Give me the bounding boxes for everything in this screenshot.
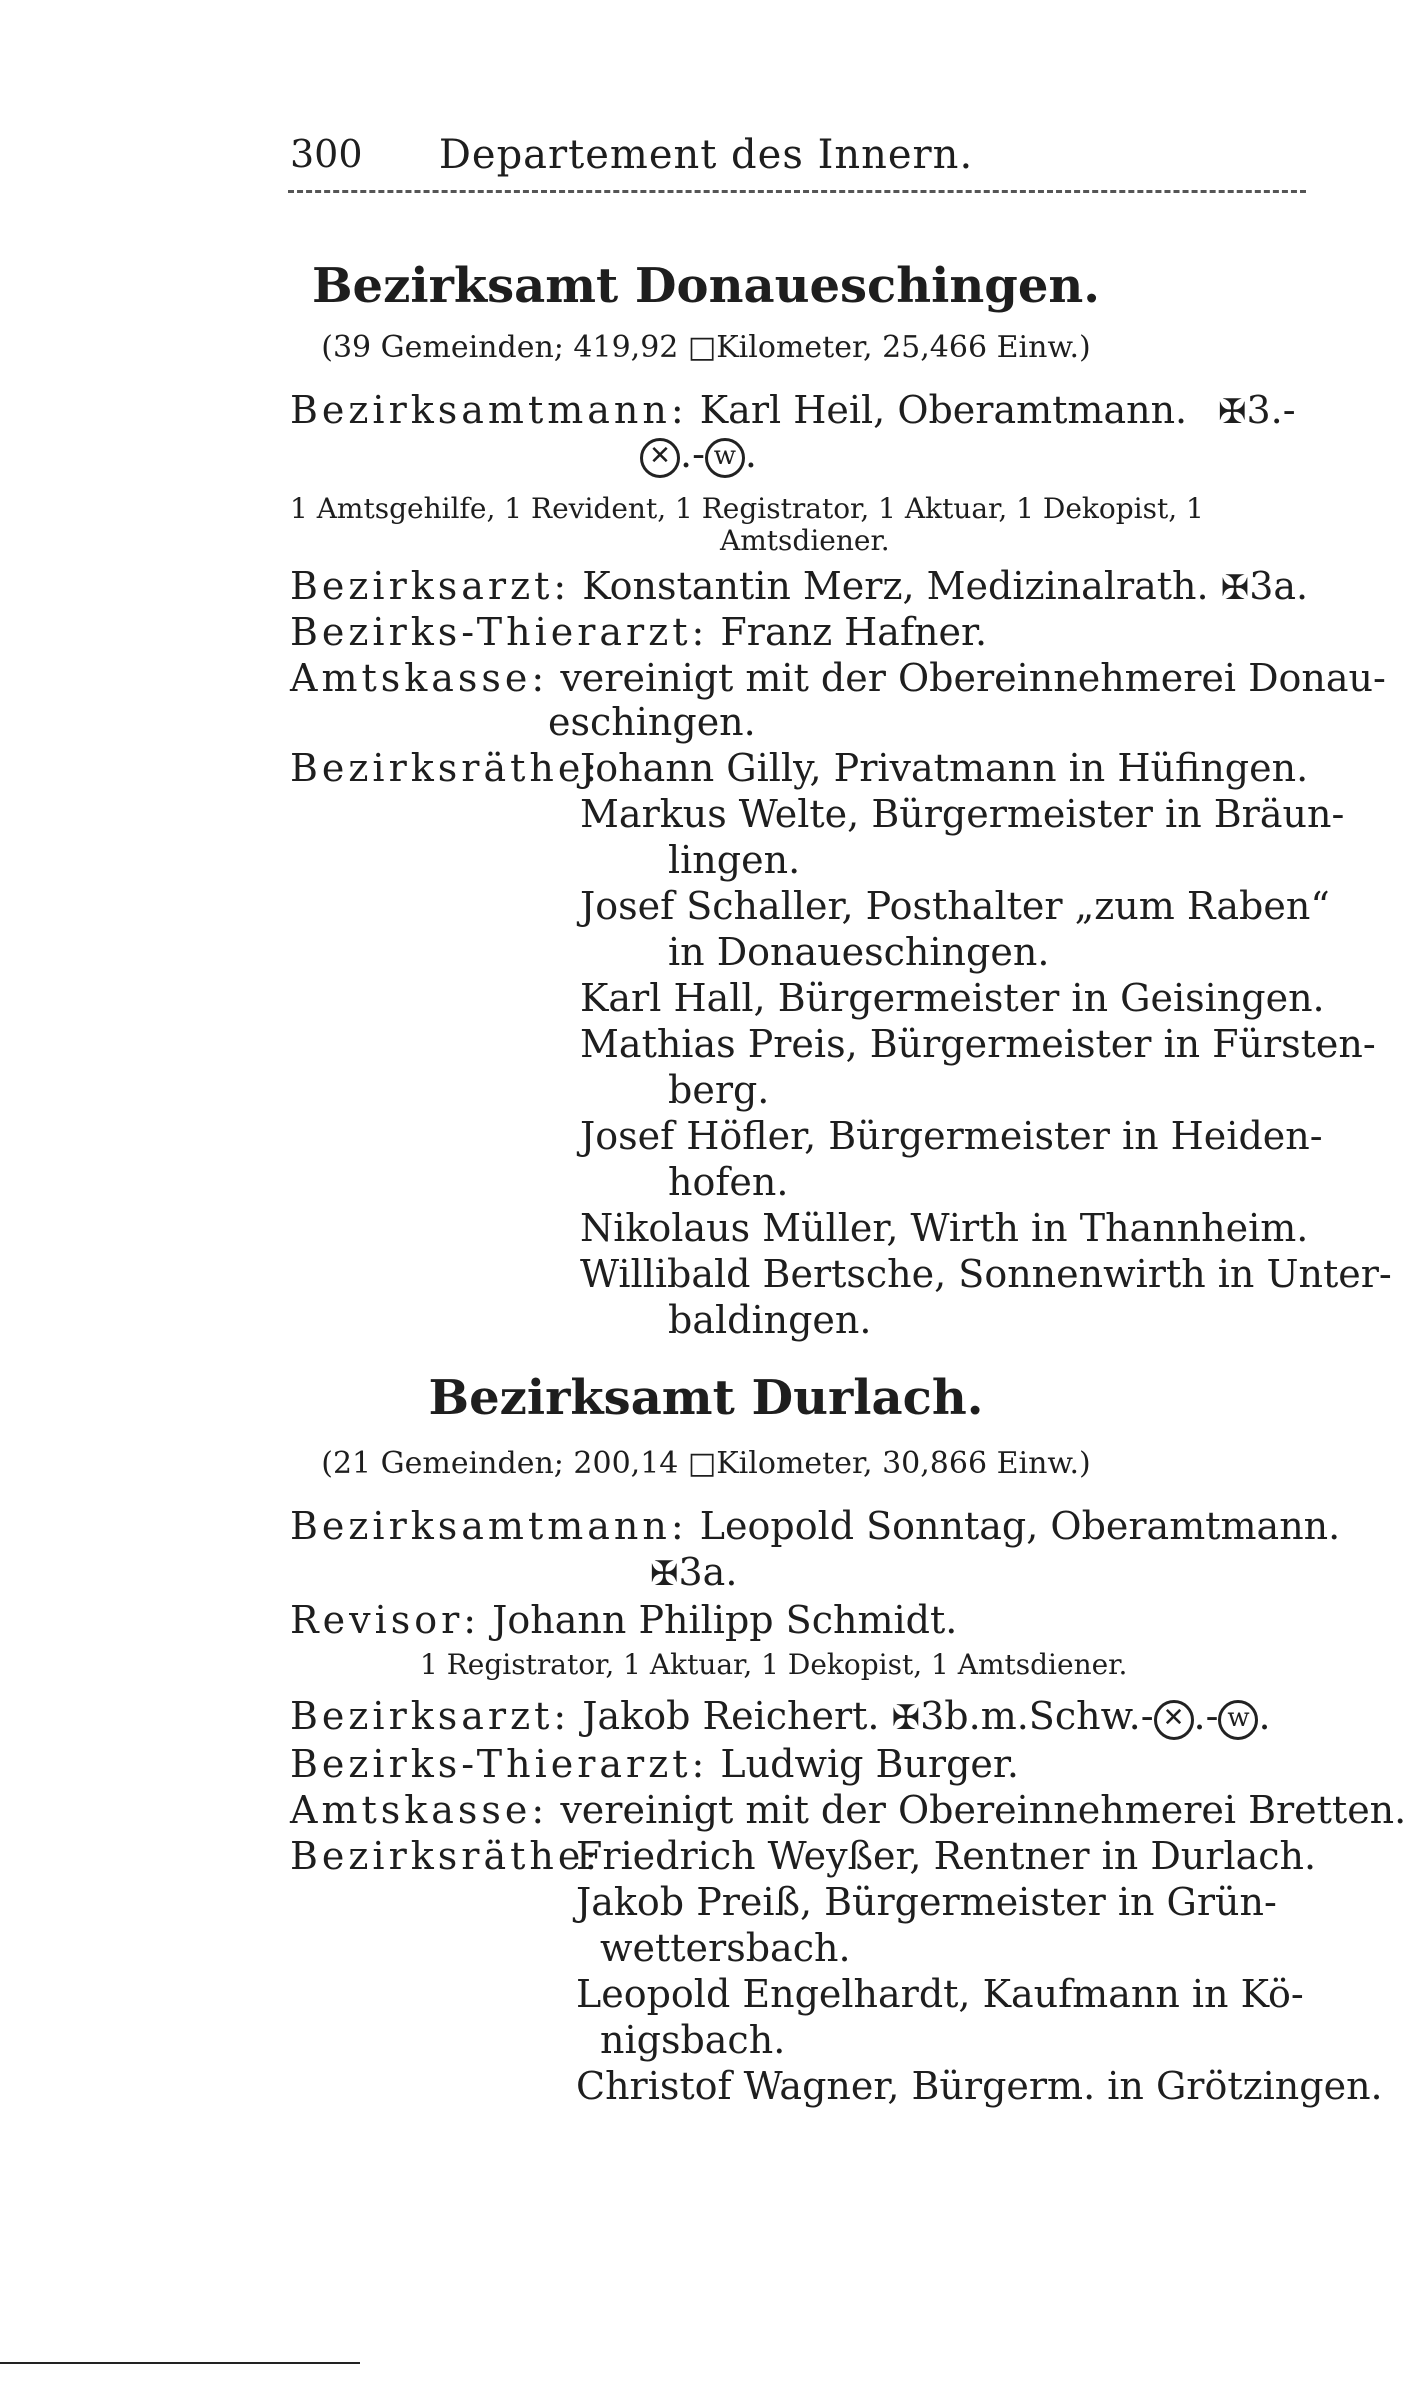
amtmann-text: Leopold Sonntag, Oberamtmann.: [699, 1504, 1341, 1548]
arzt-label: Bezirksarzt:: [290, 1694, 571, 1738]
order-cross-icon: ✠: [1220, 568, 1250, 608]
kasse-row: [290, 656, 1386, 700]
list-item: Jakob Preiß, Bürgermeister in Grün-: [576, 1880, 1277, 1924]
order-cross-icon: ✠: [891, 1698, 921, 1738]
staff-line: 1 Amtsgehilfe, 1 Revident, 1 Registrator, 1 Aktuar, 1 Dekopist, 1: [290, 492, 1204, 525]
list-item: Karl Hall, Bürgermeister in Geisingen.: [580, 976, 1325, 1020]
arzt-label: Bezirksarzt:: [290, 564, 571, 608]
circle-letter-icon: w: [705, 438, 745, 478]
revisor-row: [290, 1598, 957, 1642]
revisor-label: Revisor:: [290, 1598, 481, 1642]
list-item: Josef Höfler, Bürgermeister in Heiden-: [580, 1114, 1323, 1158]
raethe-label-2: Bezirksräthe:: [290, 1834, 602, 1878]
tierarzt-label: Bezirks-Thierarzt:: [290, 1742, 709, 1786]
staff-line-cont: Amtsdiener.: [720, 524, 890, 557]
amtmann-label: Bezirksamtmann:: [290, 1504, 688, 1548]
list-item: hofen.: [668, 1160, 789, 1204]
tierarzt-text: Ludwig Burger.: [720, 1742, 1019, 1786]
list-item: Willibald Bertsche, Sonnenwirth in Unter-: [580, 1252, 1392, 1296]
section-meta-durlach: (21 Gemeinden; 200,14 □Kilometer, 30,866 Einw.): [321, 1446, 1091, 1481]
kasse-label: Amtskasse:: [290, 656, 549, 700]
tierarzt-text: Franz Hafner.: [720, 610, 988, 654]
amtmann-row-2: [290, 1504, 1340, 1548]
list-item: berg.: [668, 1068, 770, 1112]
list-item: Mathias Preis, Bürgermeister in Fürsten-: [580, 1022, 1376, 1066]
staff-line-2: 1 Registrator, 1 Aktuar, 1 Dekopist, 1 Amtsdiener.: [420, 1648, 1128, 1681]
list-item: Christof Wagner, Bürgerm. in Grötzingen.: [576, 2064, 1383, 2108]
amtmann-decoration: ✠3.-: [1218, 388, 1296, 432]
section-title-donaueschingen: Bezirksamt Donaueschingen.: [311, 258, 1100, 314]
running-title: Departement des Innern.: [438, 132, 974, 178]
kasse-label: Amtskasse:: [290, 1788, 549, 1832]
list-item: Leopold Engelhardt, Kaufmann in Kö-: [576, 1972, 1304, 2016]
list-item: Josef Schaller, Posthalter „zum Raben“: [580, 884, 1330, 928]
amtmann-text: Karl Heil, Oberamtmann.: [699, 388, 1188, 432]
arzt-row: Bezirksarzt: Konstantin Merz, Medizinalrath. ✠3a.: [290, 564, 1309, 608]
list-item: Friedrich Weyßer, Rentner in Durlach.: [576, 1834, 1317, 1878]
section-title-durlach: Bezirksamt Durlach.: [428, 1370, 984, 1426]
list-item: Johann Gilly, Privatmann in Hüfingen.: [580, 746, 1309, 790]
list-item: Markus Welte, Bürgermeister in Bräun-: [580, 792, 1345, 836]
tierarzt-row: [290, 610, 987, 654]
arzt-text: Jakob Reichert.: [582, 1694, 880, 1738]
amtmann-decoration-2: ✕ .- w .: [640, 432, 757, 478]
raethe-label: Bezirksräthe:: [290, 746, 602, 790]
kasse-row-2: [290, 1788, 1406, 1832]
kasse-text: vereinigt mit der Obereinnehmerei Bretten.: [560, 1788, 1407, 1832]
list-item: lingen.: [668, 838, 801, 882]
amtmann-decoration-3: ✠3a.: [650, 1550, 738, 1594]
header-rule: [288, 190, 1306, 193]
amtmann-row: [290, 388, 1187, 432]
revisor-text: Johann Philipp Schmidt.: [492, 1598, 958, 1642]
arzt-text: Konstantin Merz, Medizinalrath.: [582, 564, 1209, 608]
circle-letter-icon: w: [1218, 1700, 1258, 1740]
tierarzt-label: Bezirks-Thierarzt:: [290, 610, 709, 654]
list-item: nigsbach.: [600, 2018, 786, 2062]
order-cross-icon: ✠: [650, 1554, 679, 1594]
crossed-circle-icon: ✕: [1154, 1700, 1194, 1740]
list-item: in Donaueschingen.: [668, 930, 1050, 974]
kasse-text: vereinigt mit der Obereinnehmerei Donau-: [560, 656, 1386, 700]
section-meta-donaueschingen: (39 Gemeinden; 419,92 □Kilometer, 25,466 Einw.): [321, 330, 1091, 365]
bottom-rule: [0, 2362, 360, 2364]
arzt-row-2: Bezirksarzt: Jakob Reichert. ✠3b.m.Schw.- ✕ .- w .: [290, 1694, 1271, 1738]
kasse-cont: eschingen.: [548, 700, 756, 744]
amtmann-label: Bezirksamtmann:: [290, 388, 688, 432]
list-item: wettersbach.: [600, 1926, 851, 1970]
tierarzt-row-2: [290, 1742, 1019, 1786]
order-cross-icon: ✠: [1218, 392, 1247, 432]
crossed-circle-icon: ✕: [640, 438, 680, 478]
list-item: Nikolaus Müller, Wirth in Thannheim.: [580, 1206, 1309, 1250]
page-number: 300: [290, 132, 363, 176]
list-item: baldingen.: [668, 1298, 872, 1342]
